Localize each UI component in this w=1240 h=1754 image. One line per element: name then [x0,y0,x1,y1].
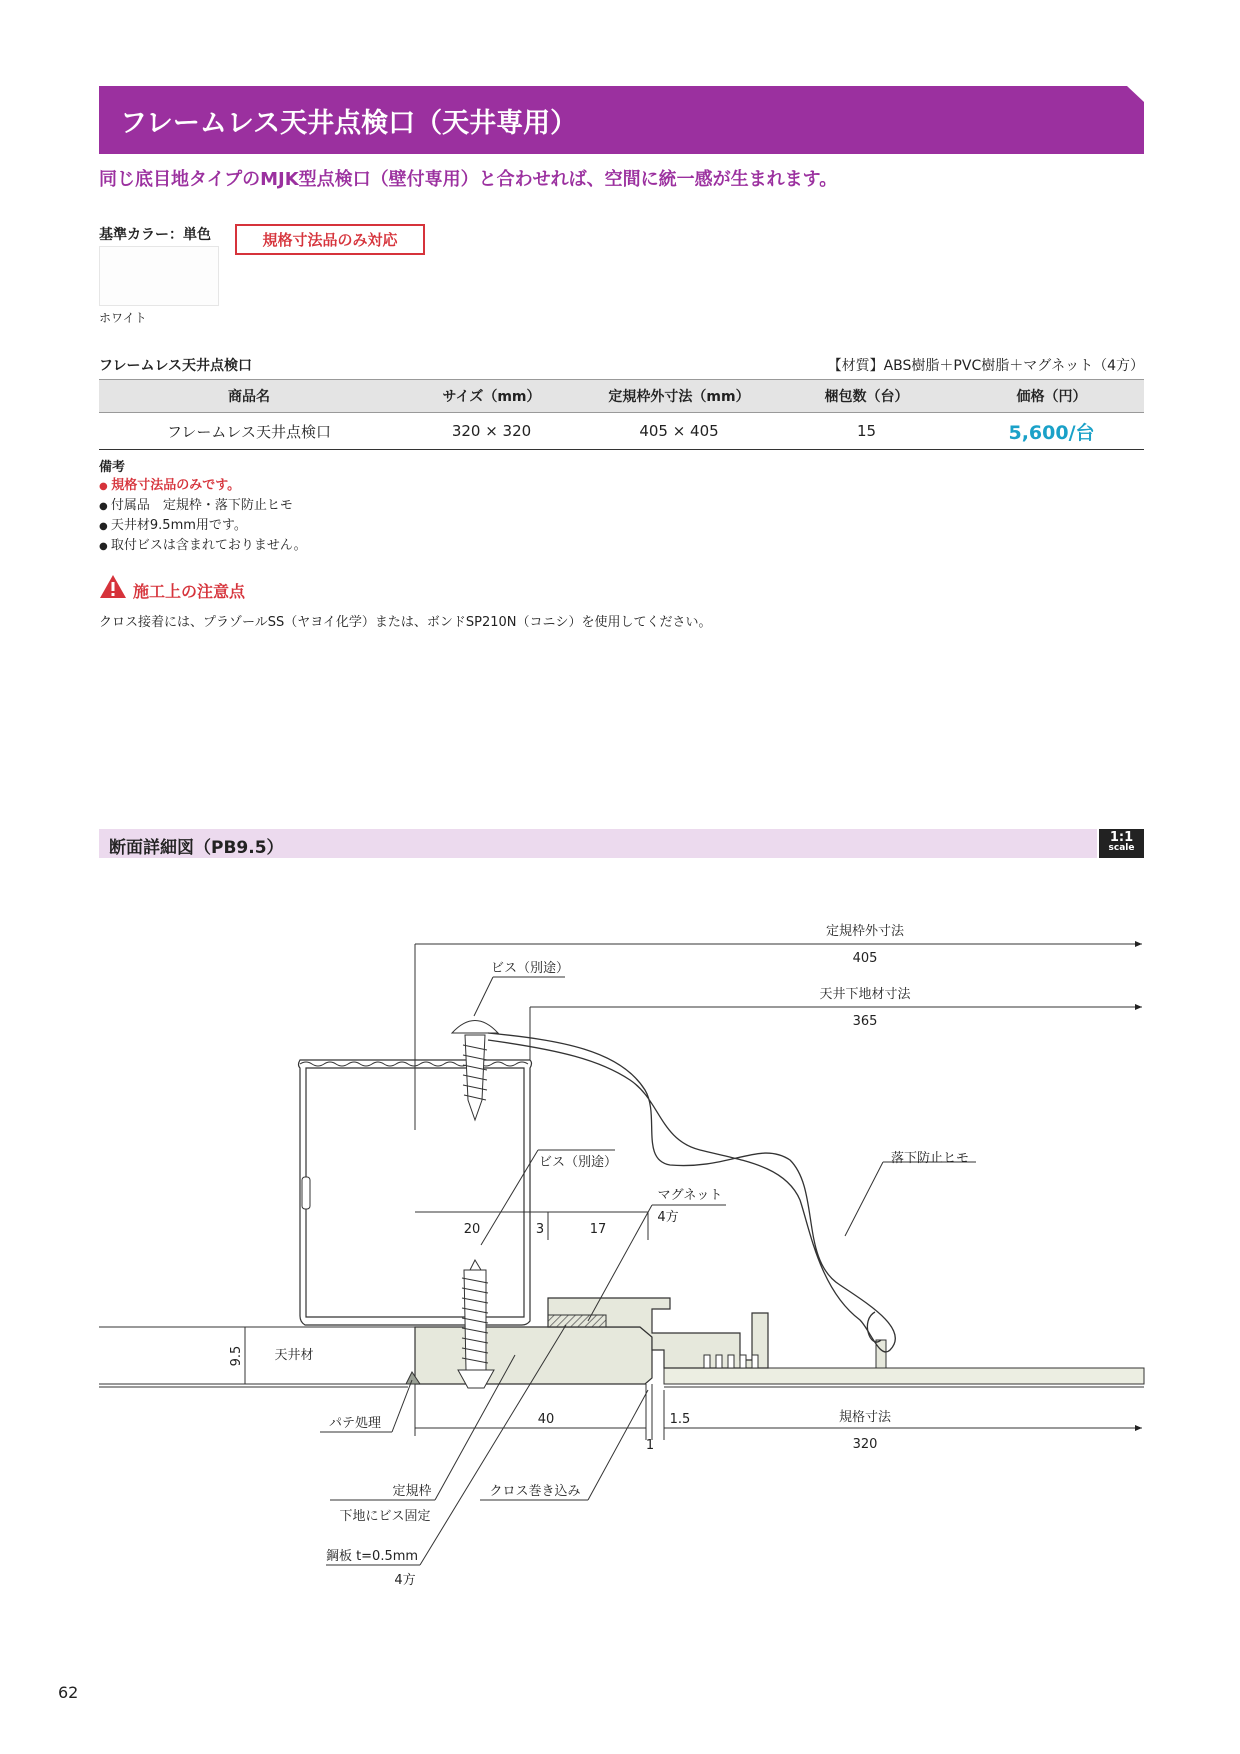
dim-1: 1 [645,1438,655,1453]
dim-3: 3 [535,1222,545,1237]
col-header-price: 価格（円） [959,380,1144,413]
product-table [99,379,1144,450]
col-header-pack: 梱包数（台） [774,380,959,413]
cell-outer: 405 × 405 [584,413,774,450]
col-header-name: 商品名 [99,380,399,413]
dim-outer-label: 定規枠外寸法 [825,924,905,939]
col-header-outer: 定規枠外寸法（mm） [584,380,774,413]
col-header-size: サイズ（mm） [399,380,584,413]
table-header-row [99,380,1144,413]
section-title: 断面詳細図（PB9.5） [109,838,284,858]
scale-word: scale [1108,843,1135,853]
cell-size: 320 × 320 [399,413,584,450]
frame-label: 定規枠 [392,1484,432,1499]
dim-1-5: 1.5 [669,1412,691,1427]
cell-pack: 15 [774,413,959,450]
color-label: 基準カラー：単色 [99,227,211,243]
dim-ceiling-value: 365 [852,1014,878,1029]
magnet-label: マグネット [657,1188,723,1203]
frame-fix-label: 下地にビス固定 [339,1509,431,1524]
note-item: ● 天井材9.5mm用です。 [99,516,307,536]
caution-text: クロス接着には、プラゾールSS（ヤヨイ化学）または、ボンドSP210N（コニシ）を使用してください。 [99,615,712,630]
std-size-value: 320 [852,1437,878,1452]
scale-ratio: 1:1 [1109,830,1134,845]
magnet-strip [548,1315,606,1327]
dim-20: 20 [463,1222,481,1237]
note-item: ● 付属品 定規枠・落下防止ヒモ [99,496,307,516]
top-screw [452,1021,498,1121]
cell-name: フレームレス天井点検口 [99,413,399,450]
screw-top-label: ビス（別途） [490,961,570,976]
standard-size-badge: 規格寸法品のみ対応 [235,224,425,255]
scale-badge [1099,829,1144,858]
dim-17: 17 [589,1222,607,1237]
note-item: ● 規格寸法品のみです。 [99,476,307,496]
steel-qty: 4方 [394,1573,416,1588]
thickness-dim: 9.5 [229,1345,244,1367]
ceiling-material-label: 天井材 [274,1348,314,1363]
dim-ceiling-label: 天井下地材寸法 [819,987,911,1002]
steel-label: 鋼板 t=0.5mm [325,1549,419,1564]
fall-string-label: 落下防止ヒモ [890,1151,970,1166]
material-note: 【材質】ABS樹脂＋PVC樹脂＋マグネット（4方） [827,358,1144,374]
cloth-label: クロス巻き込み [489,1484,581,1499]
table-title: フレームレス天井点検口 [99,358,253,374]
notes-heading: 備考 [99,460,126,475]
putty-label: パテ処理 [328,1416,382,1431]
page-title: フレームレス天井点検口（天井専用） [120,108,578,139]
subtitle: 同じ底目地タイプのMJK型点検口（壁付専用）と合わせれば、空間に統一感が生まれます。 [99,169,838,190]
page-number: 62 [58,1683,79,1702]
notes-list [99,476,307,556]
color-swatch-white [99,246,219,306]
cell-price: 5,600/台 [959,413,1144,450]
dim-40: 40 [537,1412,555,1427]
color-swatch-name: ホワイト [99,311,147,325]
magnet-qty: 4方 [657,1210,679,1225]
section-drawing [0,900,1240,1600]
note-item: ● 取付ビスは含まれておりません。 [99,536,307,556]
dim-outer-value: 405 [852,951,878,966]
screw-mid-label: ビス（別途） [538,1155,618,1170]
warning-icon [99,574,127,599]
frame-block [415,1327,652,1384]
std-size-label: 規格寸法 [838,1410,892,1425]
table-row [99,413,1144,450]
caution-title: 施工上の注意点 [133,582,246,601]
